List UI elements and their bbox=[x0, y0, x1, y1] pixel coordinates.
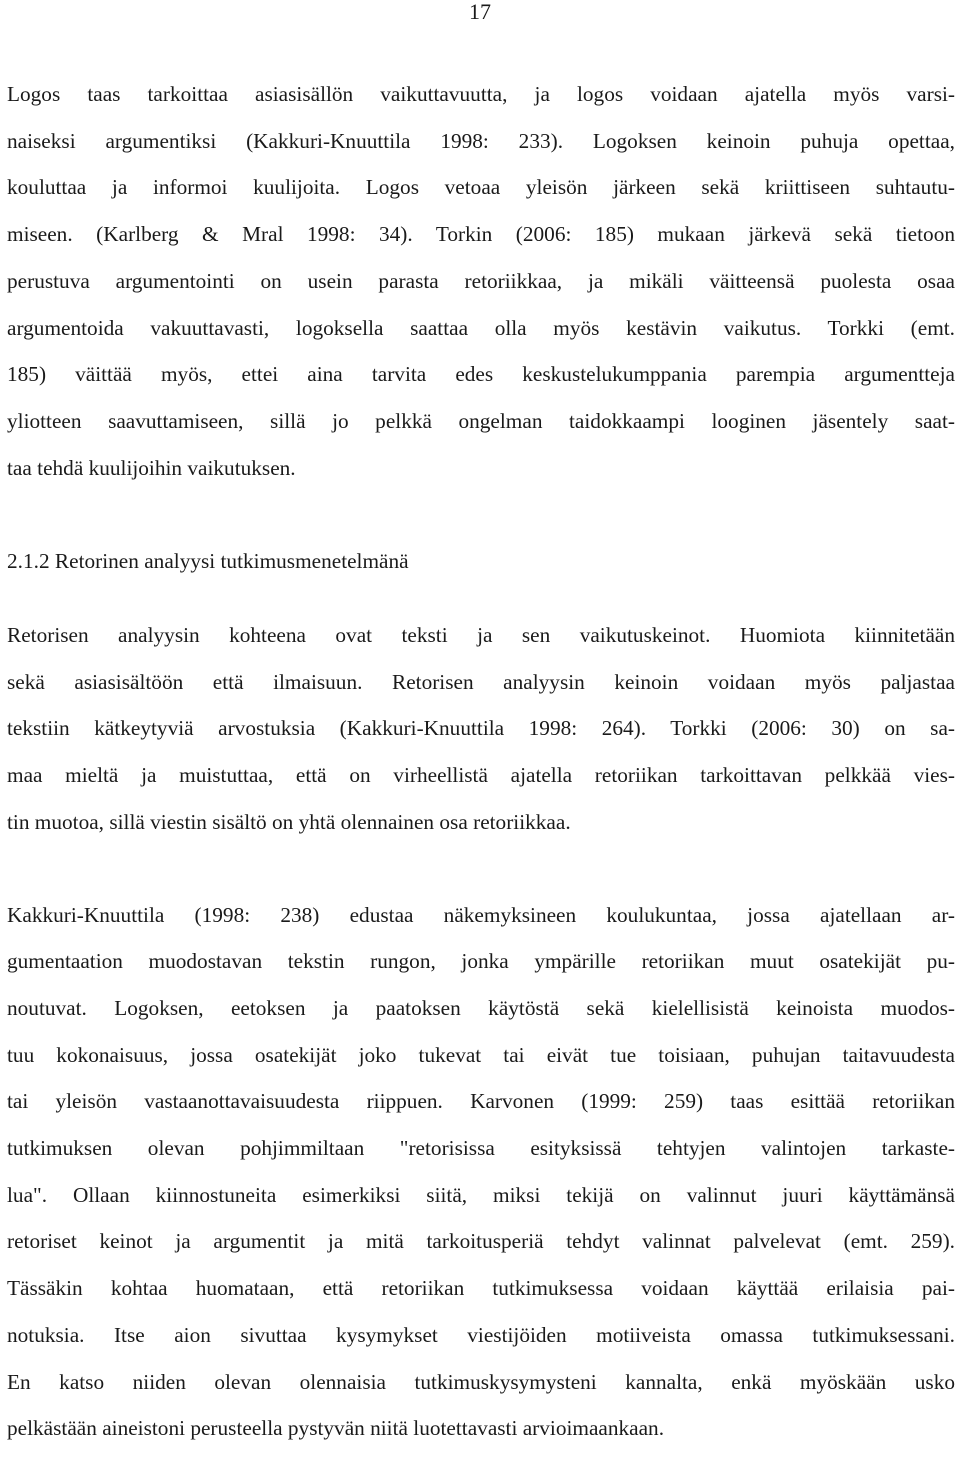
page-number: 17 bbox=[469, 0, 491, 24]
text-line: En katso niiden olevan olennaisia tutkimuskysymysteni kannalta, enkä myöskään usko bbox=[7, 1369, 955, 1394]
text-line: sekä asiasisältöön että ilmaisuun. Retorisen analyysin keinoin voidaan myös paljastaa bbox=[7, 669, 955, 694]
text-line: Tässäkin kohtaa huomataan, että retoriikan tutkimuksessa voidaan käyttää erilaisia pai- bbox=[7, 1276, 955, 1301]
section-heading: 2.1.2 Retorinen analyysi tutkimusmenetelmänä bbox=[7, 549, 409, 574]
text-line: yliotteen saavuttamiseen, sillä jo pelkkä ongelman taidokkaampi looginen jäsentely saat- bbox=[7, 408, 955, 433]
text-line: pelkästään aineistoni perusteella pystyvän niitä luotettavasti arvioimaankaan. bbox=[7, 1416, 665, 1441]
text-line: argumentoida vakuuttavasti, logoksella saattaa olla myös kestävin vaikutus. Torkki (emt. bbox=[7, 315, 955, 340]
text-line: Kakkuri-Knuuttila (1998: 238) edustaa näkemyksineen koulukuntaa, jossa ajatellaan ar- bbox=[7, 902, 955, 927]
text-line: naiseksi argumentiksi (Kakkuri-Knuuttila 1998: 233). Logoksen keinoin puhuja opettaa, bbox=[7, 128, 955, 153]
text-line: 185) väittää myös, ettei aina tarvita edes keskustelukumppania parempia argumentteja bbox=[7, 362, 955, 387]
text-line: kouluttaa ja informoi kuulijoita. Logos vetoaa yleisön järkeen sekä kriittiseen suhtautu- bbox=[7, 175, 955, 200]
text-line: tai yleisön vastaanottavaisuudesta riippuen. Karvonen (1999: 259) taas esittää retoriikan bbox=[7, 1089, 955, 1114]
paragraph-logos bbox=[7, 71, 955, 491]
text-line: tutkimuksen olevan pohjimmiltaan "retorisissa esityksissä tehtyjen valintojen tarkaste- bbox=[7, 1136, 955, 1161]
paragraph-kakkuri bbox=[7, 892, 955, 1452]
text-line: taa tehdä kuulijoihin vaikutuksen. bbox=[7, 455, 296, 480]
text-line: Logos taas tarkoittaa asiasisällön vaikuttavuutta, ja logos voidaan ajatella myös varsi- bbox=[7, 82, 955, 106]
paragraph-analysis bbox=[7, 612, 955, 846]
text-line: tin muotoa, sillä viestin sisältö on yhtä olennainen osa retoriikkaa. bbox=[7, 809, 571, 834]
text-line: perustuva argumentointi on usein parasta retoriikkaa, ja mikäli väitteensä puolesta osaa bbox=[7, 268, 955, 293]
text-line: retoriset keinot ja argumentit ja mitä tarkoitusperiä tehdyt valinnat palvelevat (emt. 259). bbox=[7, 1229, 955, 1254]
text-line: maa mieltä ja muistuttaa, että on virheellistä ajatella retoriikan tarkoittavan pelkkää vies- bbox=[7, 763, 955, 788]
text-line: notuksia. Itse aion sivuttaa kysymykset viestijöiden motiiveista omassa tutkimuksessani. bbox=[7, 1322, 955, 1347]
text-line: lua". Ollaan kiinnostuneita esimerkiksi siitä, miksi tekijä on valinnut juuri käyttämänsä bbox=[7, 1182, 955, 1207]
text-line: tekstiin kätkeytyviä arvostuksia (Kakkuri-Knuuttila 1998: 264). Torkki (2006: 30) on sa- bbox=[7, 716, 955, 741]
text-line: Retorisen analyysin kohteena ovat teksti ja sen vaikutuskeinot. Huomiota kiinnitetään bbox=[7, 623, 955, 648]
text-line: gumentaation muodostavan tekstin rungon, jonka ympärille retoriikan muut osatekijät pu- bbox=[7, 949, 955, 974]
text-line: miseen. (Karlberg & Mral 1998: 34). Torkin (2006: 185) mukaan järkevä sekä tietoon bbox=[7, 222, 955, 247]
text-line: tuu kokonaisuus, jossa osatekijät joko tukevat tai eivät tue toisiaan, puhujan taitavuudesta bbox=[7, 1042, 955, 1067]
text-line: noutuvat. Logoksen, eetoksen ja paatoksen käytöstä sekä kielellisistä keinoista muodos- bbox=[7, 995, 955, 1020]
document-body bbox=[7, 71, 955, 1452]
